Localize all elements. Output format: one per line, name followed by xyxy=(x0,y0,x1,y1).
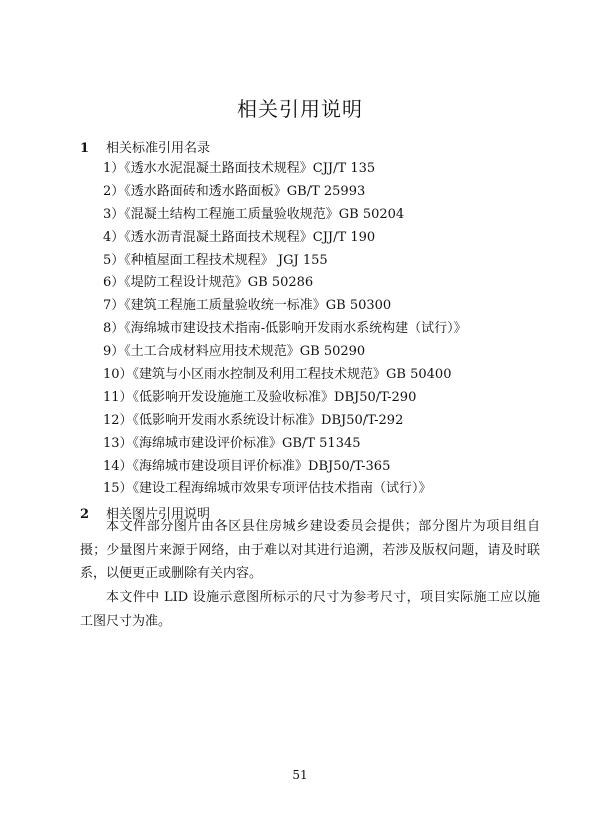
body-paragraph: 本文件部分图片由各区县住房城乡建设委员会提供；部分图片为项目组自摄；少量图片来源于网络，由于难以对其进行追溯，若涉及版权问题，请及时联系，以便更正或删除有关内容。 xyxy=(80,519,540,581)
reference-list xyxy=(103,158,467,501)
reference-item: 5）《种植屋面工程技术规程》 JGJ 155 xyxy=(103,252,328,268)
section-title: 相关图片引用说明 xyxy=(106,507,211,522)
reference-item: 8）《海绵城市建设技术指南-低影响开发雨水系统构建（试行）》 xyxy=(103,321,467,337)
section-title: 相关标准引用名录 xyxy=(106,141,211,156)
reference-item: 10）《建筑与小区雨水控制及利用工程技术规范》GB 50400 xyxy=(103,367,452,383)
section-number: 2 xyxy=(80,507,90,522)
section-1-heading xyxy=(80,137,210,156)
reference-item: 12）《低影响开发雨水系统设计标准》DBJ50/T-292 xyxy=(103,412,404,428)
reference-item: 2）《透水路面砖和透水路面板》GB/T 25993 xyxy=(103,183,366,199)
reference-item: 7）《建筑工程施工质量验收统一标准》GB 50300 xyxy=(103,298,392,314)
reference-item: 13）《海绵城市建设评价标准》GB/T 51345 xyxy=(103,435,361,451)
reference-item: 1）《透水水泥混凝土路面技术规程》CJJ/T 135 xyxy=(103,161,376,176)
reference-item: 9）《土工合成材料应用技术规范》GB 50290 xyxy=(103,344,366,360)
reference-item: 15）《建设工程海绵城市效果专项评估技术指南（试行）》 xyxy=(103,481,432,497)
page-title: 相关引用说明 xyxy=(237,97,363,121)
reference-item: 11）《低影响开发设施施工及验收标准》DBJ50/T-290 xyxy=(103,389,417,405)
reference-item: 6）《堤防工程设计规范》GB 50286 xyxy=(103,275,314,291)
page-number: 51 xyxy=(292,768,308,782)
reference-item: 4）《透水沥青混凝土路面技术规程》CJJ/T 190 xyxy=(103,229,376,245)
section-number: 1 xyxy=(80,141,90,156)
reference-item: 14）《海绵城市建设项目评价标准》DBJ50/T-365 xyxy=(103,458,391,474)
body-paragraph: 本文件中 LID 设施示意图所标示的尺寸为参考尺寸，项目实际施工应以施工图尺寸为准。 xyxy=(80,590,540,629)
reference-item: 3）《混凝土结构工程施工质量验收规范》GB 50204 xyxy=(103,206,405,222)
